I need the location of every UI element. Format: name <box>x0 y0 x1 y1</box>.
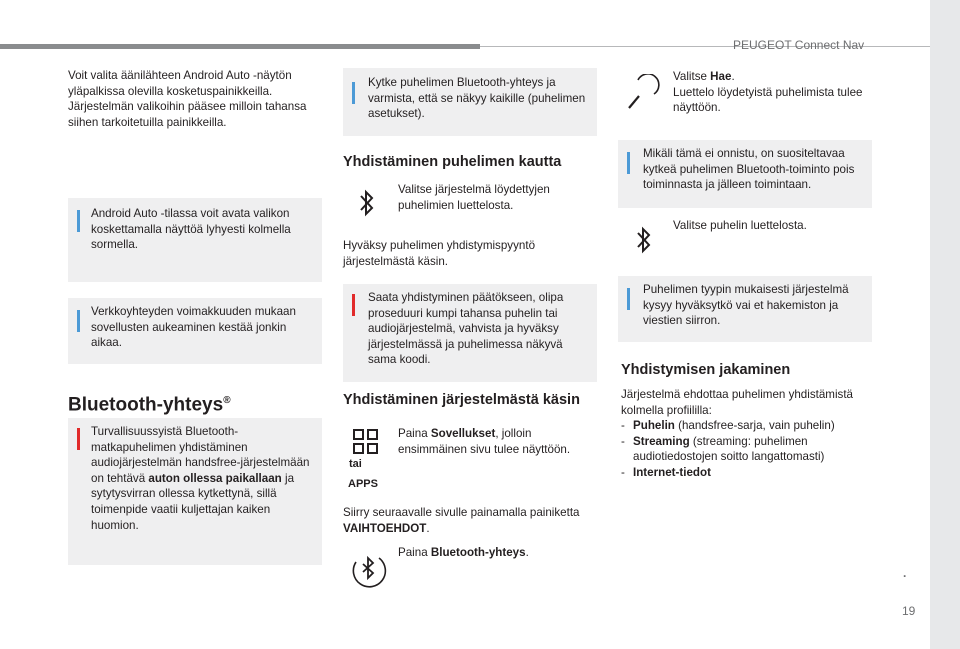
list-dash: - <box>621 465 625 479</box>
text-part: Valitse <box>673 70 711 83</box>
bluetooth-heading <box>68 390 231 416</box>
bluetooth-circle-icon <box>349 550 387 588</box>
list-item-text <box>633 418 871 434</box>
intro-paragraph: Voit valita äänilähteen Android Auto -näytön yläpalkissa olevilla kosketuspainikkeilla. Järjestelmän valikoihin pääsee milloin tahansa siihen tarkoitetuilla painikkeilla. <box>68 69 307 129</box>
warning-text-part: ja sytytysvirran ollessa kytkettynä, sillä toimenpide vaatii kuljettajan kaiken huomion. <box>91 471 295 532</box>
search-icon <box>624 74 660 112</box>
text-bold: Hae <box>710 70 732 83</box>
profile-list <box>621 418 871 480</box>
tip-box-retry <box>618 140 872 208</box>
page-number: 19 <box>902 604 916 618</box>
apps-or-label: tai <box>349 458 362 470</box>
running-title: PEUGEOT Connect Nav <box>733 38 865 52</box>
warning-marker <box>352 294 355 316</box>
profile-desc: (handsfree-sarja, vain puhelin) <box>674 419 835 432</box>
registered-mark: ® <box>223 395 231 406</box>
text-part: Paina <box>398 427 431 440</box>
bluetooth-icon <box>359 188 375 218</box>
bluetooth-heading-text: Bluetooth-yhteys <box>68 394 224 416</box>
list-item <box>621 465 871 481</box>
profile-desc: (streaming: puhelimen audiotiedostojen soitto langattomasti) <box>633 434 825 464</box>
text-bold: Bluetooth-yhteys <box>430 546 526 559</box>
list-item-text <box>633 434 871 465</box>
info-marker <box>627 152 630 174</box>
info-marker <box>627 288 630 310</box>
tip-text: Puhelimen tyypin mukaisesti järjestelmä kysyy hyväksytkö vai et hakemiston ja viestien siirron. <box>643 283 849 328</box>
tip-box-network <box>68 298 322 364</box>
text-part: . <box>731 70 735 83</box>
list-item <box>621 418 871 434</box>
tip-text: Kytke puhelimen Bluetooth-yhteys ja varmista, että se näkyy kaikille (puhelimen asetukset). <box>368 76 586 121</box>
text-part: , jolloin ensimmäinen sivu tulee näyttöön. <box>398 427 571 456</box>
text-bold: Sovellukset <box>430 427 496 440</box>
warning-text-part: Turvallisuussyistä Bluetooth-matkapuhelimen yhdistäminen audiojärjestelmän handsfree-järjestelmään on tehtävä <box>91 425 310 485</box>
page-edge-band <box>930 0 960 649</box>
text-part: Siirry seuraavalle sivulle painamalla painiketta <box>343 506 580 519</box>
warning-text: Saata yhdistyminen päätökseen, olipa proseduuri kumpi tahansa puhelin tai audiojärjestelmä, vahvista ja hyväksy järjestelmässä ja puhelimessa näkyvä sama koodi. <box>368 291 564 367</box>
bluetooth-icon <box>636 225 652 255</box>
tip-box-transfer <box>618 276 872 342</box>
profile-name: Puhelin <box>633 419 675 432</box>
text-part: Paina <box>398 546 431 559</box>
list-dash: - <box>621 434 625 448</box>
profile-name: Streaming <box>633 434 690 448</box>
step-accept-request: Hyväksy puhelimen yhdistymispyyntö järjestelmästä käsin. <box>343 239 536 268</box>
step-search <box>673 69 863 116</box>
text-bold: VAIHTOEHDOT <box>343 521 427 535</box>
tip-box-three-finger <box>68 198 322 282</box>
text-part: . <box>525 546 529 559</box>
tip-text: Android Auto -tilassa voit avata valikon koskettamalla näyttöä lyhyesti kolmella sormella. <box>91 207 291 252</box>
profile-name: Internet-tiedot <box>633 465 711 479</box>
warning-text <box>91 424 313 533</box>
step-select-phone: Valitse puhelin luettelosta. <box>673 219 807 232</box>
info-marker <box>77 210 80 232</box>
step-next-page <box>343 505 598 536</box>
text-part: . <box>426 521 430 535</box>
tip-box-enable-bluetooth <box>343 68 597 136</box>
info-marker <box>77 310 80 332</box>
header-rule <box>0 44 480 49</box>
list-item-text <box>633 465 871 481</box>
tip-text: Verkkoyhteyden voimakkuuden mukaan sovellusten aukeaminen kestää jonkin aikaa. <box>91 305 296 350</box>
list-item <box>621 434 871 465</box>
share-intro: Järjestelmä ehdottaa puhelimen yhdistämistä kolmella profiililla: <box>621 388 853 417</box>
apps-label: APPS <box>348 478 378 490</box>
heading-connect-via-phone: Yhdistäminen puhelimen kautta <box>343 154 562 170</box>
step-press-bluetooth <box>398 545 588 561</box>
step-press-apps <box>398 426 588 457</box>
search-result-text: Luettelo löydetyistä puhelimista tulee näyttöön. <box>673 85 863 115</box>
heading-connect-via-system: Yhdistäminen järjestelmästä käsin <box>343 392 580 408</box>
warning-box-safety <box>68 418 322 565</box>
apps-grid-icon <box>352 428 380 456</box>
info-marker <box>352 82 355 104</box>
end-marker: . <box>903 566 907 580</box>
list-dash: - <box>621 419 625 432</box>
heading-share-connection: Yhdistymisen jakaminen <box>621 362 791 378</box>
warning-marker <box>77 428 80 450</box>
step-select-system: Valitse järjestelmä löydettyjen puhelimien luettelosta. <box>398 183 550 212</box>
tip-text: Mikäli tämä ei onnistu, on suositeltavaa kytkeä puhelimen Bluetooth-toiminto pois toiminnasta ja jälleen toimintaan. <box>643 147 855 192</box>
warning-box-code <box>343 284 597 382</box>
warning-text-bold: auton ollessa paikallaan <box>148 471 282 485</box>
